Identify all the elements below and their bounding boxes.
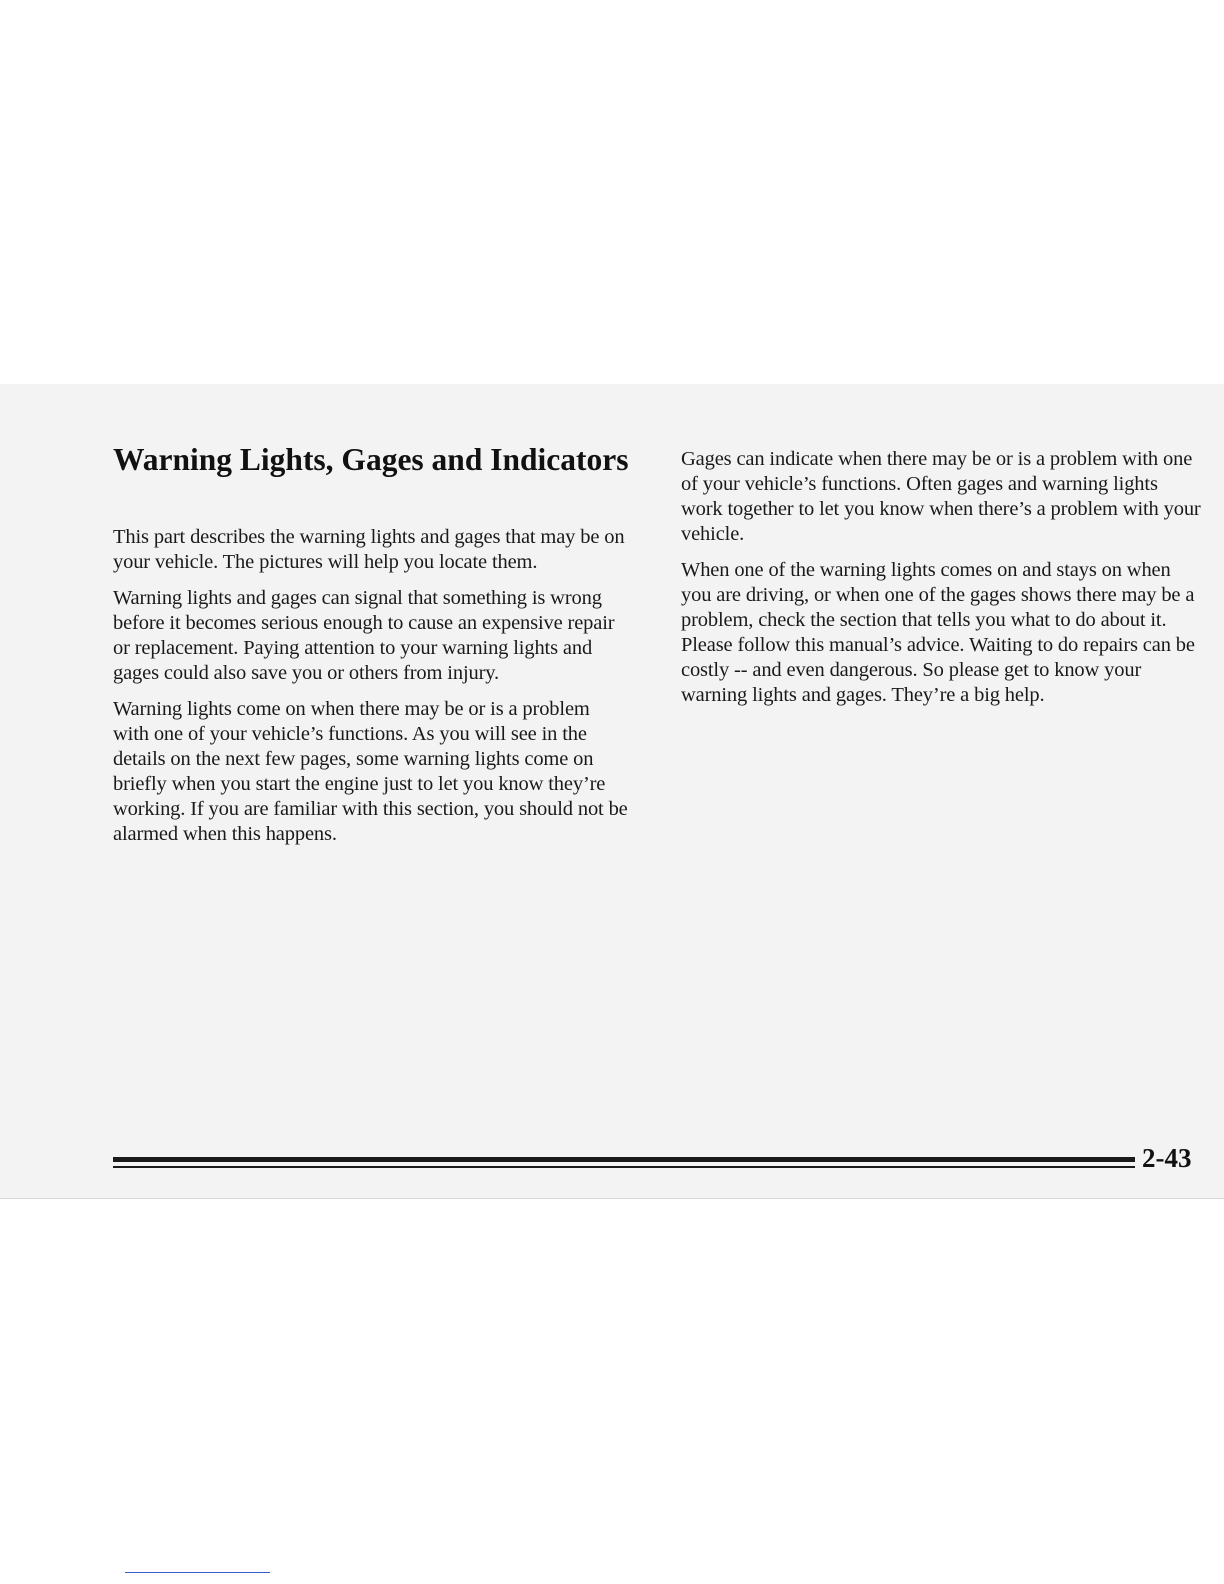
- page-number: 2-43: [1142, 1143, 1192, 1173]
- paragraph: When one of the warning lights comes on and stays on when you are driving, or when one of the gages shows there may be a problem, check the section that tells you what to do about it. Please follow this manual’s advice. Waiting to do repairs can be costly -- and even dangerous. So please get to know your warning lights and gages. They’re a big help.: [681, 559, 1195, 706]
- section-title: Warning Lights, Gages and Indicators: [113, 442, 629, 477]
- paragraph: Gages can indicate when there may be or is a problem with one of your vehicle’s functions. Often gages and warning lights work together to let you know when there’s a problem with your vehicle.: [681, 448, 1201, 545]
- footer-rule: [113, 1157, 1135, 1169]
- link-underline[interactable]: [125, 1572, 270, 1573]
- footer-rule-thin: [113, 1166, 1135, 1168]
- footer-rule-thick: [113, 1157, 1135, 1162]
- paragraph: Warning lights and gages can signal that something is wrong before it becomes serious enough to cause an expensive repair or replacement. Paying attention to your warning lights and gages could also save you or others from injury.: [113, 587, 615, 684]
- paragraph: Warning lights come on when there may be or is a problem with one of your vehicle’s functions. As you will see in the details on the next few pages, some warning lights come on briefly when you start the engine just to let you know they’re working. If you are familiar with this section, you should not be alarmed when this happens.: [113, 698, 628, 845]
- paragraph: This part describes the warning lights and gages that may be on your vehicle. The pictures will help you locate them.: [113, 526, 625, 573]
- right-column: [681, 447, 1201, 719]
- left-column: [113, 525, 628, 858]
